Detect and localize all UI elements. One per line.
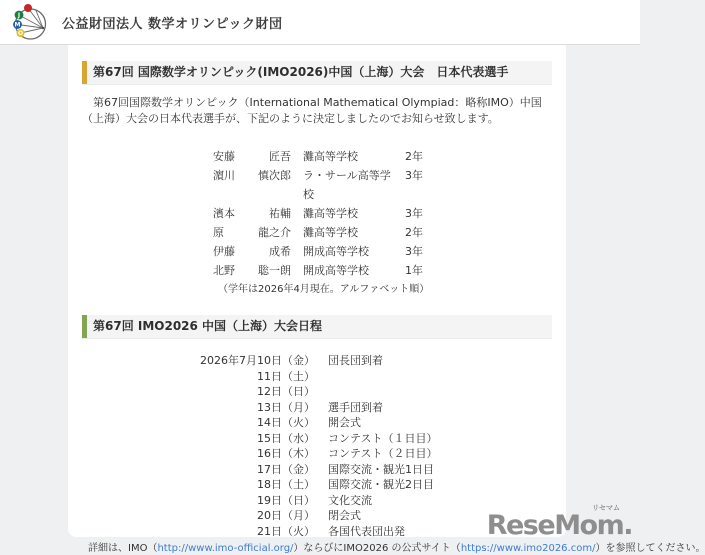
schedule-event: コンテスト（１日目） bbox=[328, 431, 438, 445]
member-row bbox=[213, 242, 552, 261]
svg-text:M: M bbox=[14, 21, 21, 29]
member-row bbox=[213, 166, 552, 204]
schedule-row bbox=[82, 493, 552, 509]
section1-heading bbox=[82, 61, 552, 85]
jmo-logo-icon bbox=[10, 2, 50, 43]
site-home-link[interactable] bbox=[10, 2, 283, 43]
member-school: 灘高等学校 bbox=[303, 207, 358, 220]
member-grade: 3年 bbox=[405, 245, 423, 258]
member-school: 開成高等学校 bbox=[303, 245, 369, 258]
member-name: 濱本 祐輔 bbox=[213, 207, 291, 220]
resemom-ruby: リセマム bbox=[592, 504, 620, 512]
heading-accent-bar bbox=[82, 315, 87, 338]
member-grade: 3年 bbox=[405, 207, 423, 220]
schedule-row bbox=[82, 400, 552, 416]
schedule-row bbox=[82, 524, 552, 540]
resemom-logo-text: ReseMom. bbox=[486, 510, 632, 541]
member-name: 伊藤 成希 bbox=[213, 245, 291, 258]
schedule-row bbox=[82, 446, 552, 462]
intro-paragraph: 第67回国際数学オリンピック（International Mathematical Olympiad：略称IMO）中国（上海）大会の日本代表選手が、下記のように決定しましたのでお知らせ致します。 bbox=[82, 96, 542, 125]
schedule-event: 閉会式 bbox=[328, 509, 361, 522]
schedule-event: 各国代表団出発 bbox=[328, 524, 405, 538]
schedule-date: 12日（日） bbox=[257, 385, 315, 398]
section1-heading-text: 第67回 国際数学オリンピック(IMO2026)中国（上海）大会 日本代表選手 bbox=[93, 65, 509, 79]
schedule-date: 14日（火） bbox=[257, 416, 315, 429]
member-school: 開成高等学校 bbox=[303, 264, 369, 277]
resemom-watermark bbox=[486, 504, 632, 541]
schedule-event: 国際交流・観光1日目 bbox=[328, 462, 434, 476]
member-name: 安藤 匠吾 bbox=[213, 150, 291, 163]
schedule-row bbox=[82, 384, 552, 400]
schedule-table bbox=[82, 353, 552, 539]
schedule-row bbox=[82, 353, 552, 369]
schedule-date: 16日（木） bbox=[257, 447, 315, 460]
member-name: 原 龍之介 bbox=[213, 226, 291, 239]
schedule-date: 11日（土） bbox=[257, 369, 315, 383]
member-school: 灘高等学校 bbox=[303, 226, 358, 239]
schedule-date: 18日（土） bbox=[257, 478, 315, 491]
schedule-event bbox=[328, 384, 552, 400]
schedule-row bbox=[82, 431, 552, 447]
schedule-row bbox=[82, 462, 552, 478]
site-title: 公益財団法人 数学オリンピック財団 bbox=[62, 16, 283, 32]
schedule-date: 15日（水） bbox=[257, 431, 315, 445]
member-row bbox=[213, 223, 552, 242]
member-row bbox=[213, 204, 552, 223]
member-grade: 2年 bbox=[405, 226, 423, 239]
member-row bbox=[213, 261, 552, 280]
schedule-event: 団長団到着 bbox=[328, 354, 383, 367]
heading-accent-bar bbox=[82, 61, 87, 84]
schedule-date: 19日（日） bbox=[257, 493, 315, 507]
schedule-event: 開会式 bbox=[328, 416, 361, 429]
member-school: ラ・サール高等学校 bbox=[303, 169, 391, 201]
site-header bbox=[0, 0, 640, 45]
schedule-event: 文化交流 bbox=[328, 493, 372, 507]
member-row bbox=[213, 147, 552, 166]
imo2026-site-link[interactable]: https://www.imo2026.com/ bbox=[460, 543, 596, 554]
schedule-row bbox=[82, 369, 552, 385]
member-name: 濵川 慎次郎 bbox=[213, 169, 291, 182]
schedule-date: 20日（月） bbox=[257, 509, 315, 522]
member-name: 北野 聡一朗 bbox=[213, 264, 291, 277]
schedule-row bbox=[82, 415, 552, 431]
schedule-event: 国際交流・観光2日目 bbox=[328, 478, 434, 491]
schedule-date: 17日（金） bbox=[257, 462, 315, 476]
svg-text:J: J bbox=[17, 11, 21, 19]
section2-heading bbox=[82, 315, 552, 339]
schedule-date: 13日（月） bbox=[257, 400, 315, 414]
schedule-event: 選手団到着 bbox=[328, 400, 383, 414]
member-grade: 3年 bbox=[405, 169, 423, 182]
grade-note: （学年は2026年4月現在。アルファベット順） bbox=[218, 284, 430, 295]
members-table bbox=[213, 147, 552, 280]
schedule-row bbox=[82, 508, 552, 524]
imo-official-link[interactable]: http://www.imo-official.org/ bbox=[157, 543, 294, 554]
schedule-date: 21日（火） bbox=[257, 524, 315, 538]
svg-text:O: O bbox=[17, 29, 24, 37]
member-school: 灘高等学校 bbox=[303, 150, 358, 163]
schedule-row bbox=[82, 477, 552, 493]
schedule-date: 2026年7月10日（金） bbox=[200, 354, 315, 367]
section2-heading-text: 第67回 IMO2026 中国（上海）大会日程 bbox=[93, 319, 323, 333]
member-grade: 2年 bbox=[405, 150, 423, 163]
member-grade: 1年 bbox=[405, 264, 423, 277]
detail-reference-line: 詳細は、IMO（http://www.imo-official.org/）ならびにIMO2026 の公式サイト（https://www.imo2026.com/）を参照してください。 bbox=[88, 543, 705, 554]
schedule-event: コンテスト（２日目） bbox=[328, 447, 438, 460]
schedule-event bbox=[328, 369, 552, 385]
